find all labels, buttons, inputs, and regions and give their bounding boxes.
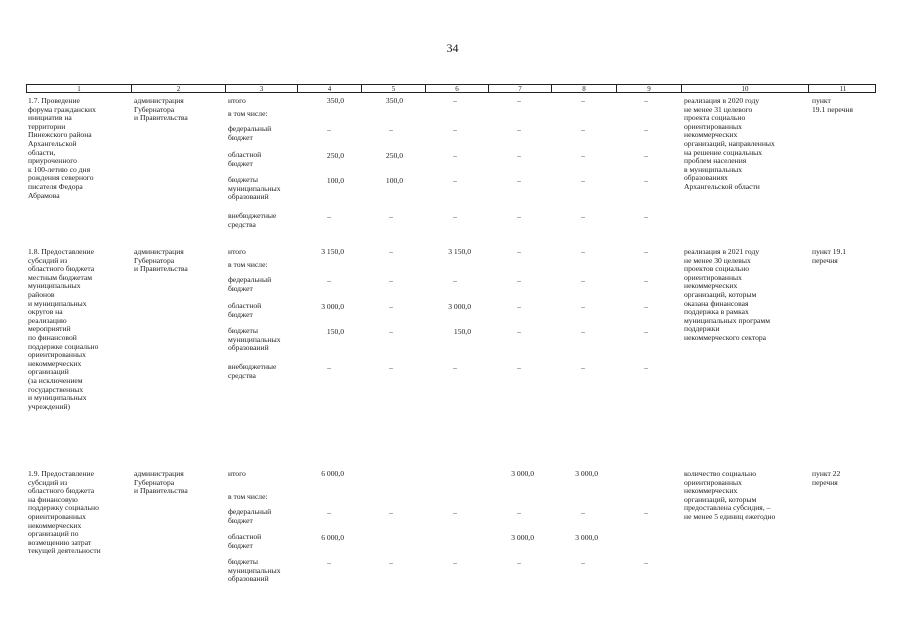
value-dash: – — [517, 558, 521, 567]
value-dash: – — [644, 327, 648, 336]
value-dash: – — [453, 176, 457, 185]
value-dash: – — [581, 247, 585, 256]
header-col-3: 3 — [225, 85, 297, 92]
value-dash: – — [453, 363, 457, 372]
value-cell: 3 000,0 — [575, 533, 598, 542]
source-label-vnebud: внебюджетные средства — [228, 211, 277, 229]
source-label-itogo: итого — [228, 96, 246, 105]
value-dash: – — [389, 247, 393, 256]
value-dash: – — [517, 327, 521, 336]
value-cell: 250,0 — [326, 151, 344, 160]
source-label-oblast: областной бюджет — [228, 532, 262, 550]
row-name: 1.7. Проведение форума гражданских инициатив на территории Пинежского района Архангельской области, приуроченного к 100-летию со дня рождения северного писателя Федора Абрамова — [28, 96, 96, 200]
row-name: 1.8. Предоставление субсидий из областного бюджета местным бюджетам муниципальных районов и муниципальных округов на реализацию мероприятий по финансовой поддержке социально ориентированных некоммерческих организаций (за исключением государственных и муниципальных учреждений) — [28, 247, 99, 411]
value-dash: – — [644, 302, 648, 311]
value-dash: – — [453, 125, 457, 134]
value-dash: – — [389, 276, 393, 285]
value-dash: – — [453, 212, 457, 221]
value-dash: – — [644, 363, 648, 372]
value-dash: – — [327, 508, 331, 517]
value-dash: – — [517, 247, 521, 256]
source-label-munic: бюджеты муниципальных образований — [228, 557, 281, 584]
value-dash: – — [644, 247, 648, 256]
header-col-2: 2 — [131, 85, 225, 92]
value-dash: – — [453, 276, 457, 285]
value-cell: 6 000,0 — [321, 533, 344, 542]
value-cell: 350,0 — [385, 96, 403, 105]
value-dash: – — [581, 363, 585, 372]
source-label-federal: федеральный бюджет — [228, 124, 272, 142]
row-result: реализация в 2020 году не менее 31 целевого проекта социально ориентированных некоммерческих организаций, направленных на решение социальных проблем населения в муниципальных образованиях Архангельской области — [684, 96, 775, 191]
value-dash: – — [581, 125, 585, 134]
header-col-4: 4 — [297, 85, 361, 92]
value-cell: 100,0 — [385, 176, 403, 185]
value-cell: 3 000,0 — [511, 469, 534, 478]
value-dash: – — [644, 276, 648, 285]
value-dash: – — [389, 327, 393, 336]
value-dash: – — [644, 176, 648, 185]
value-dash: – — [517, 302, 521, 311]
value-dash: – — [581, 212, 585, 221]
source-label-v_tom_chisle: в том числе: — [228, 492, 268, 501]
value-dash: – — [517, 276, 521, 285]
source-label-federal: федеральный бюджет — [228, 275, 272, 293]
value-dash: – — [581, 508, 585, 517]
value-cell: 150,0 — [326, 327, 344, 336]
value-dash: – — [389, 363, 393, 372]
value-dash: – — [389, 508, 393, 517]
value-dash: – — [327, 125, 331, 134]
value-dash: – — [517, 125, 521, 134]
value-dash: – — [517, 212, 521, 221]
source-label-v_tom_chisle: в том числе: — [228, 109, 268, 118]
value-cell: 150,0 — [453, 327, 471, 336]
value-dash: – — [581, 327, 585, 336]
table-header-row — [26, 84, 876, 93]
value-dash: – — [581, 151, 585, 160]
value-dash: – — [644, 212, 648, 221]
value-cell: 350,0 — [326, 96, 344, 105]
source-label-v_tom_chisle: в том числе: — [228, 260, 268, 269]
source-label-itogo: итого — [228, 247, 246, 256]
source-label-itogo: итого — [228, 469, 246, 478]
value-cell: 3 000,0 — [575, 469, 598, 478]
value-dash: – — [517, 508, 521, 517]
source-label-federal: федеральный бюджет — [228, 507, 272, 525]
value-dash: – — [327, 276, 331, 285]
header-col-10: 10 — [681, 85, 808, 92]
row-responsible: администрация Губернатора и Правительства — [134, 469, 188, 496]
source-label-oblast: областной бюджет — [228, 301, 262, 319]
value-dash: – — [517, 151, 521, 160]
value-cell: 3 000,0 — [448, 302, 471, 311]
header-col-1: 1 — [77, 85, 81, 93]
source-label-munic: бюджеты муниципальных образований — [228, 326, 281, 353]
page-number: 34 — [446, 41, 459, 55]
value-cell: 3 150,0 — [321, 247, 344, 256]
value-dash: – — [453, 508, 457, 517]
value-dash: – — [581, 558, 585, 567]
source-label-munic: бюджеты муниципальных образований — [228, 175, 281, 202]
value-dash: – — [389, 302, 393, 311]
value-dash: – — [581, 176, 585, 185]
source-label-oblast: областной бюджет — [228, 150, 262, 168]
value-cell: 100,0 — [326, 176, 344, 185]
value-dash: – — [644, 125, 648, 134]
value-dash: – — [453, 558, 457, 567]
row-ref: пункт 22 перечня — [812, 469, 841, 487]
row-responsible: администрация Губернатора и Правительства — [134, 247, 188, 274]
value-dash: – — [327, 363, 331, 372]
value-dash: – — [389, 125, 393, 134]
value-cell: 3 000,0 — [511, 533, 534, 542]
value-dash: – — [644, 508, 648, 517]
row-responsible: администрация Губернатора и Правительства — [134, 96, 188, 123]
value-dash: – — [644, 558, 648, 567]
value-dash: – — [581, 276, 585, 285]
header-col-8: 8 — [551, 85, 616, 92]
value-dash: – — [389, 212, 393, 221]
value-dash: – — [327, 558, 331, 567]
value-dash: – — [644, 96, 648, 105]
value-dash: – — [517, 363, 521, 372]
row-result: реализация в 2021 году не менее 30 целевых проектов социально ориентированных некоммерческих организаций, которым оказана финансовая поддержка в рамках муниципальных программ поддержки некоммерческого сектора — [684, 247, 771, 342]
value-cell: 3 150,0 — [448, 247, 471, 256]
value-dash: – — [644, 151, 648, 160]
row-name: 1.9. Предоставление субсидий из областного бюджета на финансовую поддержку социально ориентированных некоммерческих организаций по возмещению затрат текущей деятельности — [28, 469, 101, 556]
row-ref: пункт 19.1 перечня — [812, 247, 847, 265]
header-col-5: 5 — [361, 85, 425, 92]
value-dash: – — [389, 558, 393, 567]
value-cell: 6 000,0 — [321, 469, 344, 478]
value-dash: – — [517, 96, 521, 105]
value-cell: 250,0 — [385, 151, 403, 160]
value-dash: – — [517, 176, 521, 185]
header-col-9: 9 — [616, 85, 681, 92]
header-col-6: 6 — [425, 85, 488, 92]
header-col-7: 7 — [488, 85, 551, 92]
row-ref: пункт 19.1 перечня — [812, 96, 853, 114]
value-cell: 3 000,0 — [321, 302, 344, 311]
value-dash: – — [581, 96, 585, 105]
source-label-vnebud: внебюджетные средства — [228, 362, 277, 380]
value-dash: – — [327, 212, 331, 221]
value-dash: – — [453, 151, 457, 160]
value-dash: – — [453, 96, 457, 105]
value-dash: – — [581, 302, 585, 311]
row-result: количество социально ориентированных некоммерческих организаций, которым предоставлена субсидия, – не менее 5 единиц ежегодно — [684, 469, 776, 521]
header-col-11: 11 — [808, 85, 877, 92]
